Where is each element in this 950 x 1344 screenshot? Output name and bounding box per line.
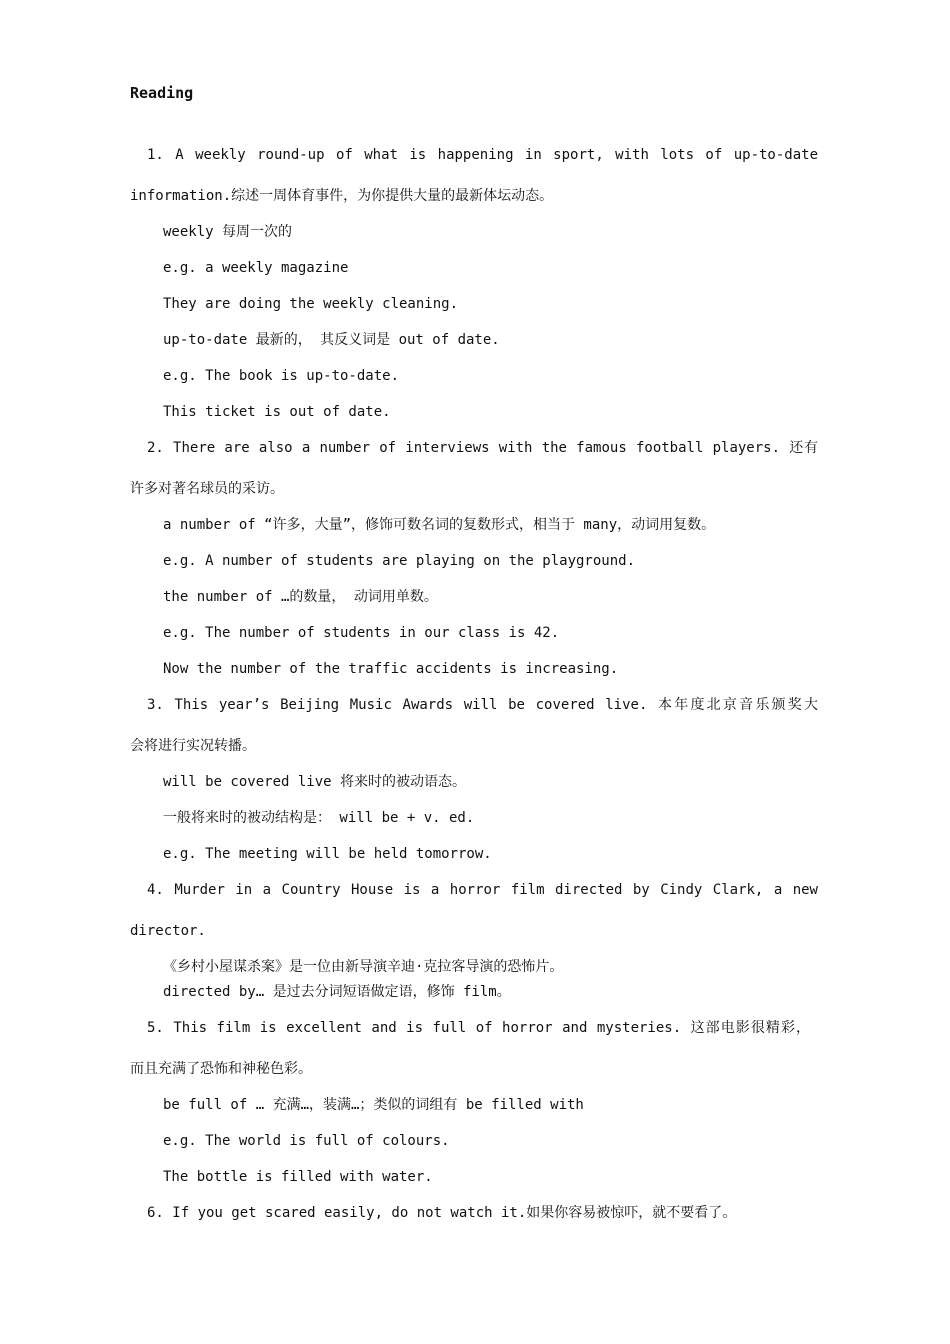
note-3-2: 一般将来时的被动结构是： will be + v. ed.: [163, 810, 475, 826]
note-2-5: Now the number of the traffic accidents is increasing.: [163, 661, 619, 677]
note-1-6: This ticket is out of date.: [163, 404, 391, 420]
sentence-3-line-2: 会将进行实况转播。: [130, 738, 256, 754]
note-1-1: weekly 每周一次的: [163, 224, 293, 240]
note-2-3: the number of …的数量， 动词用单数。: [163, 589, 438, 605]
note-3-1: will be covered live 将来时的被动语态。: [163, 774, 467, 790]
sentence-2-line-2: 许多对著名球员的采访。: [130, 481, 284, 497]
sentence-5-line-2: 而且充满了恐怖和神秘色彩。: [130, 1061, 312, 1077]
note-5-3: The bottle is filled with water.: [163, 1169, 433, 1185]
sentence-6-line-1: 6. If you get scared easily, do not watch it.如果你容易被惊吓，就不要看了。: [147, 1205, 737, 1221]
note-2-1: a number of “许多，大量”，修饰可数名词的复数形式，相当于 many，动词用复数。: [163, 517, 716, 533]
sentence-1-line-1: 1. A weekly round-up of what is happening in sport, with lots of up-to-date: [147, 147, 818, 163]
sentence-3-line-1: 3. This year’s Beijing Music Awards will be covered live. 本年度北京音乐颁奖大: [147, 697, 818, 713]
note-1-5: e.g. The book is up-to-date.: [163, 368, 400, 384]
note-1-2: e.g. a weekly magazine: [163, 260, 349, 276]
sentence-1-line-2: information.综述一周体育事件，为你提供大量的最新体坛动态。: [130, 188, 554, 204]
note-1-3: They are doing the weekly cleaning.: [163, 296, 459, 312]
note-5-1: be full of … 充满…，装满…；类似的词组有 be filled with: [163, 1097, 584, 1113]
note-2-4: e.g. The number of students in our class is 42.: [163, 625, 560, 641]
sentence-5-line-1: 5. This film is excellent and is full of horror and mysteries. 这部电影很精彩，: [147, 1020, 810, 1036]
section-title: Reading: [130, 84, 194, 102]
note-2-2: e.g. A number of students are playing on the playground.: [163, 553, 636, 569]
sentence-2-line-1: 2. There are also a number of interviews with the famous football players. 还有: [147, 440, 818, 456]
note-4-1: 《乡村小屋谋杀案》是一位由新导演辛迪·克拉客导演的恐怖片。: [163, 959, 564, 975]
note-5-2: e.g. The world is full of colours.: [163, 1133, 450, 1149]
note-4-2: directed by… 是过去分词短语做定语，修饰 film。: [163, 984, 511, 1000]
sentence-4-line-2: director.: [130, 923, 206, 939]
note-3-3: e.g. The meeting will be held tomorrow.: [163, 846, 492, 862]
sentence-4-line-1: 4. Murder in a Country House is a horror film directed by Cindy Clark, a new: [147, 882, 818, 898]
note-1-4: up-to-date 最新的， 其反义词是 out of date.: [163, 332, 500, 348]
